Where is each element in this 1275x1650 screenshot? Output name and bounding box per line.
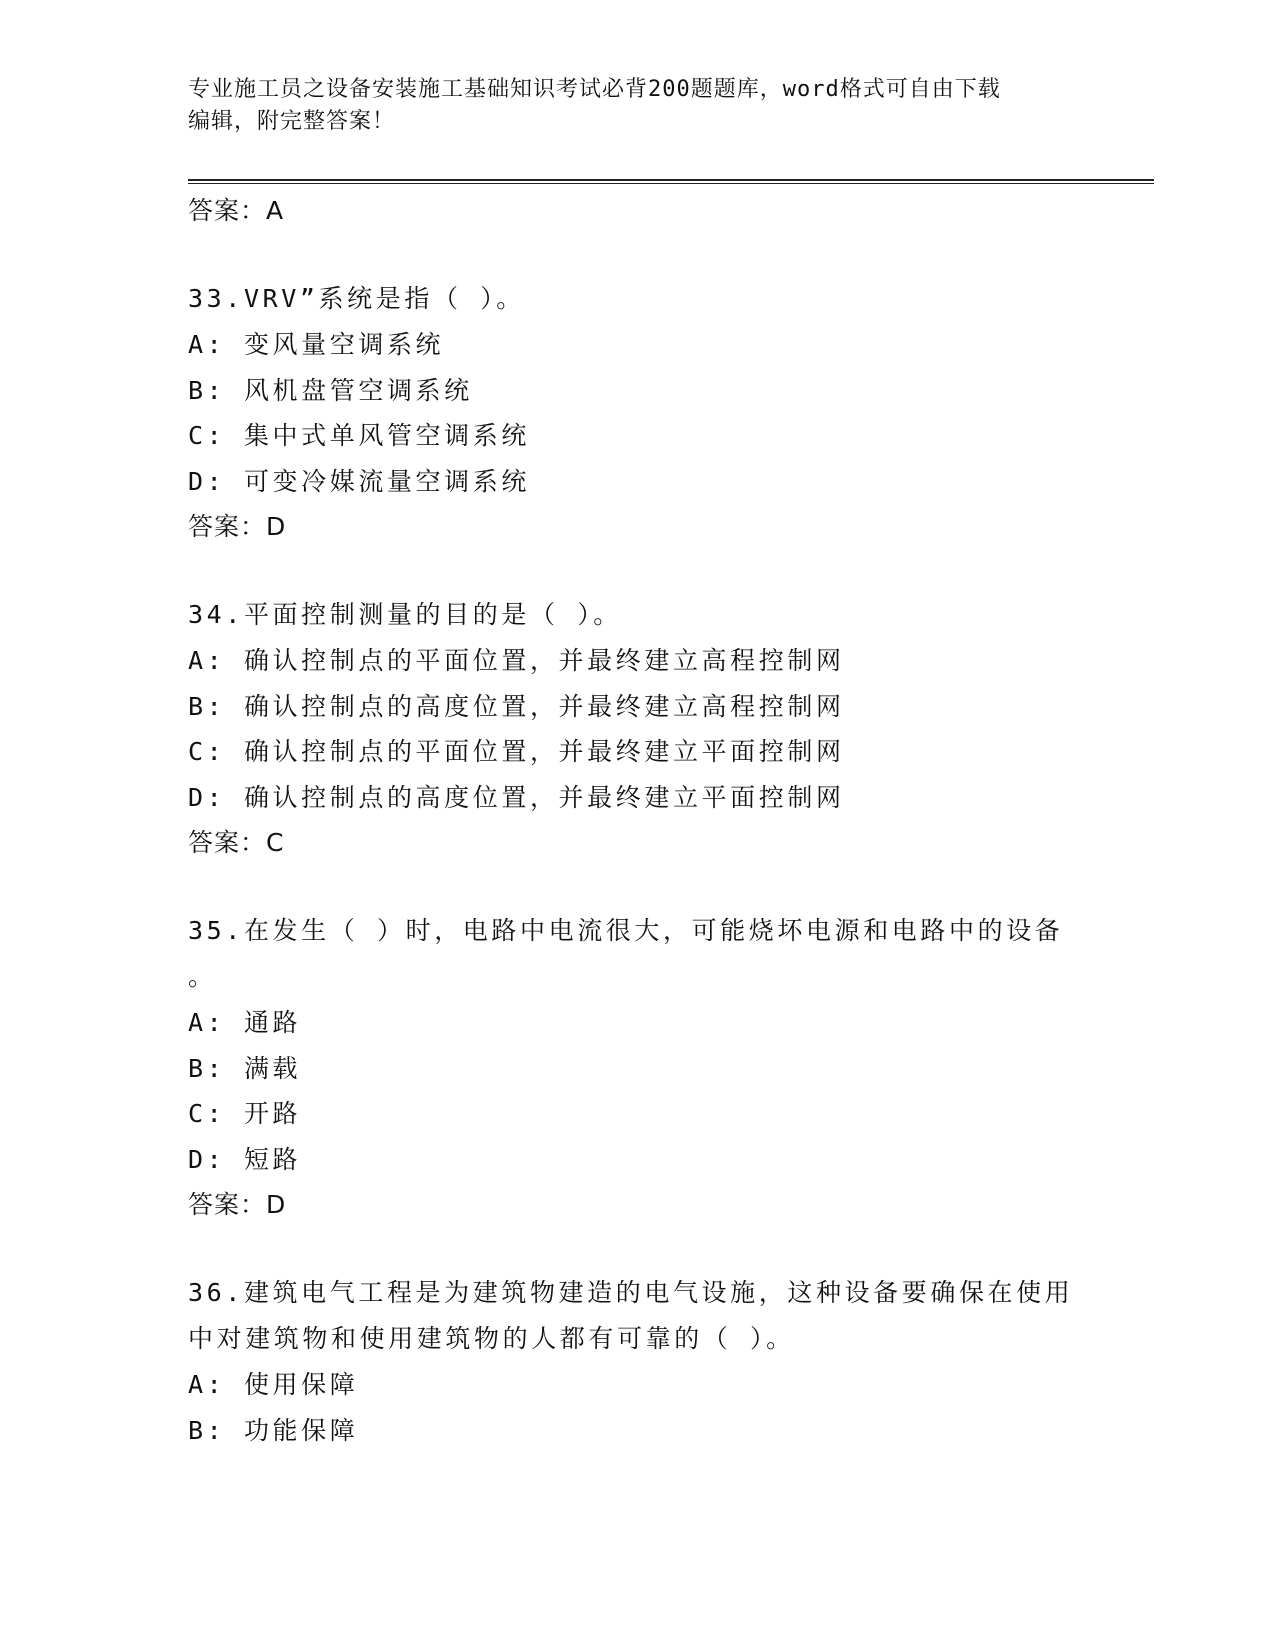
question-text: 36.建筑电气工程是为建筑物建造的电气设施，这种设备要确保在使用	[188, 1278, 1074, 1307]
option-a: A: 变风量空调系统	[188, 330, 445, 359]
option-c: C: 集中式单风管空调系统	[188, 421, 530, 450]
option-a: A: 通路	[188, 1008, 302, 1037]
option-a: A: 使用保障	[188, 1370, 359, 1399]
document-header	[188, 74, 1088, 138]
question-35	[188, 908, 1088, 1228]
answer-label: 答案：A	[188, 196, 285, 225]
option-d: D: 确认控制点的高度位置，并最终建立平面控制网	[188, 782, 845, 812]
option-b: B: 功能保障	[188, 1415, 359, 1445]
option-b: B: 确认控制点的高度位置，并最终建立高程控制网	[188, 691, 845, 721]
question-list	[188, 188, 1088, 1453]
option-c: C: 开路	[188, 1099, 302, 1128]
question-text-continued: 中对建筑物和使用建筑物的人都有可靠的（ ）。	[188, 1324, 795, 1353]
option-b: B: 满载	[188, 1053, 302, 1083]
question-text: 35.在发生（ ）时，电路中电流很大，可能烧坏电源和电路中的设备	[188, 916, 1064, 945]
question-33	[188, 276, 1088, 550]
option-d: D: 短路	[188, 1144, 302, 1174]
header-line-1: 专业施工员之设备安装施工基础知识考试必背200题题库，word格式可自由下载	[188, 77, 1001, 102]
header-line-2: 编辑，附完整答案！	[188, 109, 396, 134]
header-divider-bottom	[188, 183, 1154, 184]
answer-label: 答案：D	[188, 512, 287, 541]
question-34	[188, 592, 1088, 866]
answer-label: 答案：D	[188, 1190, 287, 1219]
question-text: 34.平面控制测量的目的是（ ）。	[188, 600, 622, 629]
question-text: 33.VRV”系统是指（ ）。	[188, 284, 525, 313]
question-36	[188, 1270, 1088, 1453]
option-b: B: 风机盘管空调系统	[188, 375, 473, 405]
question-text-continued: 。	[188, 962, 217, 991]
option-d: D: 可变冷媒流量空调系统	[188, 466, 530, 496]
answer-label: 答案：C	[188, 828, 285, 857]
option-a: A: 确认控制点的平面位置，并最终建立高程控制网	[188, 646, 845, 675]
option-c: C: 确认控制点的平面位置，并最终建立平面控制网	[188, 737, 845, 766]
header-divider-top	[188, 179, 1154, 181]
